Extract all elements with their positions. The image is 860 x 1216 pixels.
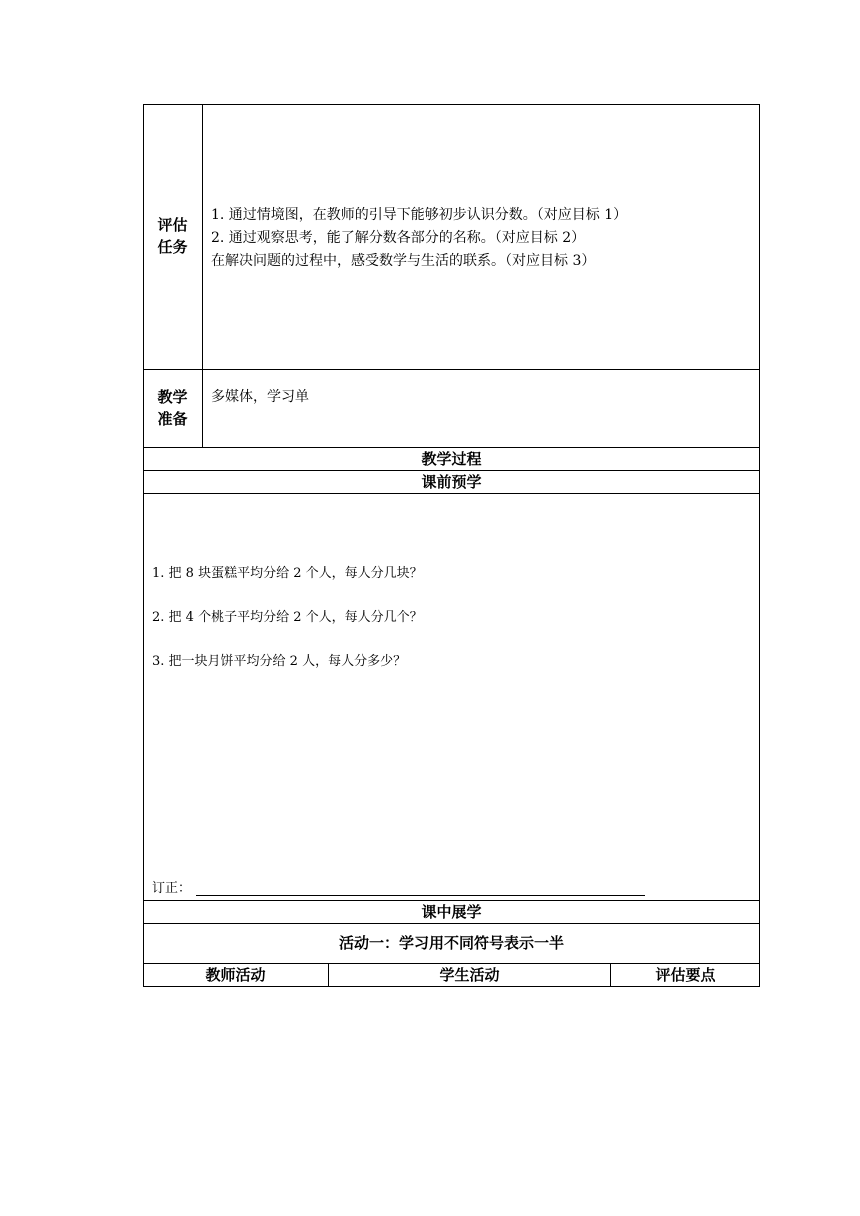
preparation-content: 多媒体，学习单 bbox=[211, 389, 309, 405]
column-header-assessment: 评估要点 bbox=[655, 966, 716, 984]
assessment-item-3: 在解决问题的过程中，感受数学与生活的联系。（对应目标 3） bbox=[211, 253, 596, 269]
inclass-header: 课中展学 bbox=[421, 903, 482, 921]
prestudy-question-3: 3. 把一块月饼平均分给 2 人，每人分多少？ bbox=[152, 654, 407, 669]
assessment-label-line1: 评估 bbox=[157, 216, 188, 234]
column-header-student: 学生活动 bbox=[439, 966, 500, 984]
activity-title: 活动一：学习用不同符号表示一半 bbox=[338, 934, 564, 952]
prestudy-question-2: 2. 把 4 个桃子平均分给 2 个人，每人分几个？ bbox=[152, 610, 423, 625]
process-header: 教学过程 bbox=[421, 450, 482, 468]
prestudy-question-1: 1. 把 8 块蛋糕平均分给 2 个人，每人分几块？ bbox=[152, 566, 423, 581]
column-header-teacher: 教师活动 bbox=[205, 966, 266, 984]
assessment-item-1: 1. 通过情境图，在教师的引导下能够初步认识分数。（对应目标 1） bbox=[211, 207, 628, 223]
preparation-label-line2: 准备 bbox=[157, 410, 188, 428]
label-column-divider bbox=[202, 104, 203, 448]
row-divider bbox=[143, 369, 760, 370]
assessment-label bbox=[143, 214, 202, 258]
correction-label: 订正： bbox=[152, 881, 192, 896]
correction-line bbox=[196, 895, 645, 896]
preparation-label bbox=[143, 386, 202, 430]
assessment-item-2: 2. 通过观察思考，能了解分数各部分的名称。（对应目标 2） bbox=[211, 230, 586, 246]
row-divider bbox=[143, 923, 760, 924]
preparation-label-line1: 教学 bbox=[157, 388, 188, 406]
row-divider bbox=[143, 493, 760, 494]
assessment-label-line2: 任务 bbox=[157, 238, 188, 256]
prestudy-header: 课前预学 bbox=[421, 473, 482, 491]
